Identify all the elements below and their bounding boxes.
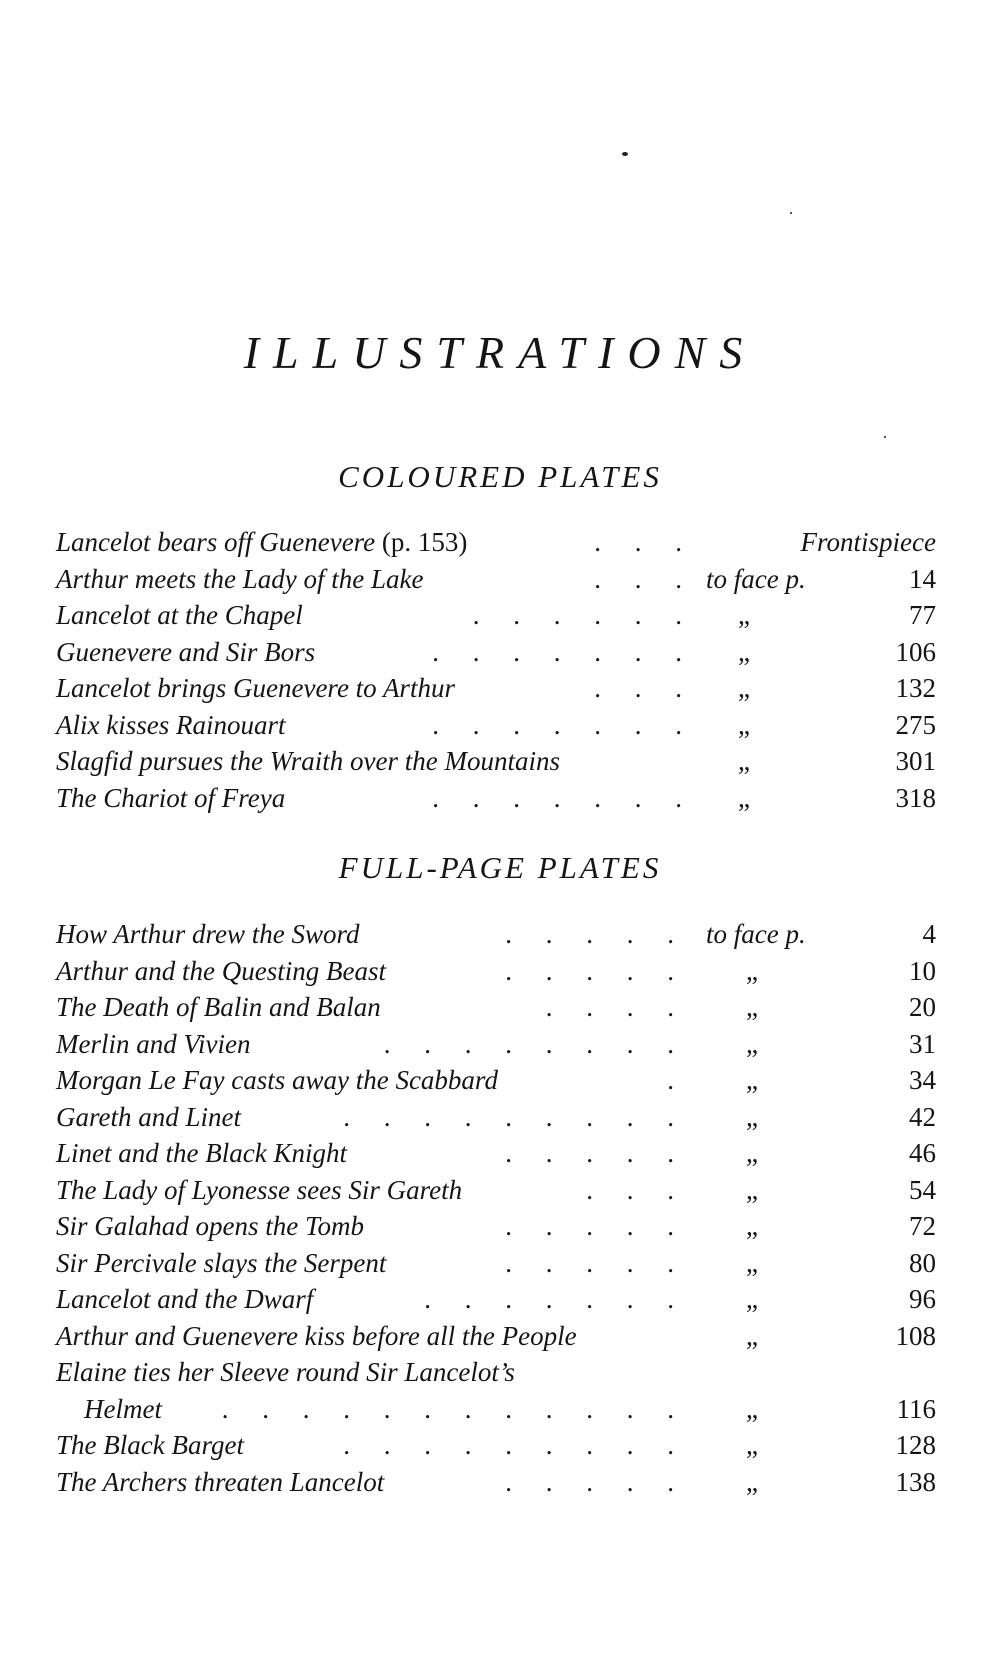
plate-page-number: 138 <box>895 1466 936 1497</box>
plate-entry <box>56 1427 936 1464</box>
plate-facing-label: „ <box>746 1284 758 1314</box>
plate-page-number: 80 <box>909 1247 936 1278</box>
plate-page-number: 34 <box>909 1065 936 1095</box>
plate-page-reference: (p. 153) <box>375 527 468 557</box>
coloured-plates-list <box>56 524 936 816</box>
full-page-plates-list <box>56 916 936 1500</box>
plate-page-number: 275 <box>895 709 936 740</box>
print-speck <box>622 152 628 156</box>
plate-entry <box>56 670 936 707</box>
plate-facing-label: „ <box>746 1320 758 1351</box>
plate-entry <box>56 707 936 744</box>
plate-facing-label: „ <box>746 1065 758 1095</box>
plate-page-number: 14 <box>909 563 936 594</box>
plate-page-number: 54 <box>909 1174 936 1205</box>
plate-entry <box>56 1318 936 1355</box>
plate-facing-label: „ <box>746 1211 758 1241</box>
plate-page-number: 31 <box>909 1028 936 1059</box>
plate-facing-label: „ <box>738 709 750 740</box>
plate-facing-label: „ <box>746 1466 758 1497</box>
plate-title: Sir Galahad opens the Tomb <box>56 1211 365 1241</box>
plate-title: Lancelot brings Guenevere to Arthur <box>56 673 455 703</box>
plate-facing-label: „ <box>746 1393 758 1424</box>
plate-page-number: 318 <box>895 782 936 813</box>
plate-entry <box>56 1354 936 1391</box>
plate-entry <box>56 561 936 598</box>
plate-entry <box>56 1245 936 1282</box>
plate-entry <box>56 916 936 953</box>
plate-title: Lancelot bears off Guenevere (p. 153) <box>56 527 468 557</box>
full-page-plates-heading: FULL-PAGE PLATES <box>338 850 662 885</box>
plate-entry <box>56 524 936 561</box>
page-title: ILLUSTRATIONS <box>243 327 757 378</box>
plate-title: Gareth and Linet <box>56 1101 241 1132</box>
plate-title: Guenevere and Sir Bors <box>56 636 316 667</box>
coloured-plates-heading: COLOURED PLATES <box>338 459 662 494</box>
plate-entry <box>56 634 936 671</box>
leader-dots: . . . . . <box>505 1466 674 1497</box>
print-speck <box>884 436 886 438</box>
leader-dots: . . . . . <box>505 1138 674 1168</box>
plate-title: Arthur meets the Lady of the Lake <box>56 563 424 594</box>
plate-entry <box>56 1464 936 1501</box>
plate-title: How Arthur drew the Sword <box>56 919 360 949</box>
leader-dots: . . . . . . . <box>432 782 682 813</box>
plate-title: Morgan Le Fay casts away the Scabbard <box>56 1065 498 1095</box>
plate-title: Elaine ties her Sleeve round Sir Lancelot’s <box>56 1357 515 1387</box>
leader-dots: . <box>667 1065 674 1095</box>
plate-title: Arthur and the Questing Beast <box>56 955 386 986</box>
plate-facing-label: „ <box>746 1174 758 1205</box>
plate-facing-label: „ <box>738 600 750 630</box>
leader-dots: . . . <box>594 527 682 557</box>
leader-dots: . . . . . . . <box>432 636 682 667</box>
plate-title: Sir Percivale slays the Serpent <box>56 1247 387 1278</box>
plate-facing-label: „ <box>746 955 758 986</box>
plate-facing-label: „ <box>746 1028 758 1059</box>
plate-title: The Death of Balin and Balan <box>56 992 381 1022</box>
plate-entry <box>56 743 936 780</box>
plate-title: The Chariot of Freya <box>56 782 286 813</box>
plate-entry <box>56 1026 936 1063</box>
leader-dots: . . . . . . . <box>424 1284 674 1314</box>
plate-title: Helmet <box>84 1393 162 1424</box>
plate-facing-label: „ <box>738 782 750 813</box>
plate-entry <box>56 1062 936 1099</box>
leader-dots: . . . <box>586 1174 674 1205</box>
plate-facing-label: to face p. <box>706 563 806 594</box>
plate-page-number: 77 <box>909 600 936 630</box>
plate-title: The Black Barget <box>56 1430 244 1460</box>
leader-dots: . . . . . . . . . <box>343 1101 674 1132</box>
leader-dots: . . . . . . . <box>432 709 682 740</box>
plate-page-number: 46 <box>909 1138 936 1168</box>
print-speck <box>790 212 792 214</box>
plate-facing-label: „ <box>738 636 750 667</box>
plate-entry <box>56 1208 936 1245</box>
plate-entry <box>56 989 936 1026</box>
plate-page-number: 96 <box>909 1284 936 1314</box>
plate-facing-label: Frontispiece <box>800 527 936 557</box>
leader-dots: . . . . . . . . . <box>343 1430 674 1460</box>
leader-dots: . . . . <box>545 992 674 1022</box>
plate-page-number: 42 <box>909 1101 936 1132</box>
leader-dots: . . . <box>594 673 682 703</box>
plate-entry <box>56 1099 936 1136</box>
plate-title: The Archers threaten Lancelot <box>56 1466 385 1497</box>
plate-title: Alix kisses Rainouart <box>56 709 286 740</box>
leader-dots: . . . . . <box>505 1247 674 1278</box>
plate-entry <box>56 597 936 634</box>
plate-facing-label: „ <box>746 992 758 1022</box>
plate-page-number: 4 <box>922 919 936 949</box>
plate-page-number: 116 <box>896 1393 936 1424</box>
leader-dots: . . . . . <box>505 1211 674 1241</box>
leader-dots: . . . . . <box>505 919 674 949</box>
plate-facing-label: „ <box>746 1247 758 1278</box>
leader-dots: . . . . . . <box>472 600 682 630</box>
plate-page-number: 128 <box>895 1430 936 1460</box>
leader-dots: . . . <box>594 563 682 594</box>
plate-facing-label: „ <box>738 746 750 776</box>
plate-facing-label: „ <box>746 1101 758 1132</box>
plate-page-number: 10 <box>909 955 936 986</box>
plate-title: Slagfid pursues the Wraith over the Mountains <box>56 746 560 776</box>
plate-facing-label: „ <box>746 1430 758 1460</box>
plate-entry <box>56 1172 936 1209</box>
plate-page-number: 20 <box>909 992 936 1022</box>
plate-title: Arthur and Guenevere kiss before all the People <box>56 1320 577 1351</box>
plate-title: Lancelot at the Chapel <box>56 600 303 630</box>
plate-title: Lancelot and the Dwarf <box>56 1284 314 1314</box>
plate-entry <box>56 953 936 990</box>
leader-dots: . . . . . <box>505 955 674 986</box>
plate-page-number: 132 <box>895 673 936 703</box>
plate-facing-label: to face p. <box>706 919 806 949</box>
leader-dots: . . . . . . . . <box>383 1028 674 1059</box>
plate-title: The Lady of Lyonesse sees Sir Gareth <box>56 1174 463 1205</box>
plate-entry <box>56 780 936 817</box>
plate-page-number: 72 <box>909 1211 936 1241</box>
plate-entry <box>56 1391 936 1428</box>
plate-page-number: 108 <box>895 1320 936 1351</box>
plate-facing-label: „ <box>738 673 750 703</box>
plate-entry <box>56 1135 936 1172</box>
plate-title: Merlin and Vivien <box>56 1028 251 1059</box>
plate-title: Linet and the Black Knight <box>56 1138 347 1168</box>
plate-facing-label: „ <box>746 1138 758 1168</box>
leader-dots: . . . . . . . . . . . . <box>221 1393 674 1424</box>
plate-page-number: 106 <box>895 636 936 667</box>
plate-page-number: 301 <box>895 746 936 776</box>
plate-entry <box>56 1281 936 1318</box>
